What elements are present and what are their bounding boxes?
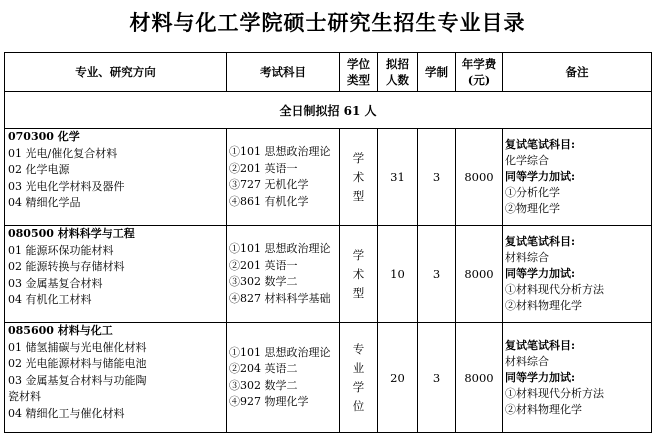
research-direction: 01 能源环保功能材料 — [8, 243, 114, 257]
duration-cell: 3 — [418, 226, 456, 323]
header-fee: 年学费 (元) — [456, 53, 503, 92]
retest-label: 复试笔试科目: — [505, 338, 576, 352]
major-cell — [5, 226, 227, 323]
exam-subject: ③302 数学二 — [229, 275, 298, 288]
retest-subject: 材料综合 — [505, 354, 549, 368]
major-title: 085600 材料与化工 — [8, 324, 113, 337]
research-direction: 03 光电化学材料及器件 — [8, 179, 125, 193]
subjects-cell — [227, 323, 340, 433]
research-direction: 02 化学电源 — [8, 163, 70, 176]
exam-subject: ②201 英语一 — [229, 161, 298, 175]
fee-cell: 8000 — [456, 129, 503, 226]
exam-subject: ④827 材料科学基础 — [229, 291, 331, 305]
extra-exam-subject: ②材料物理化学 — [505, 299, 582, 312]
enrollment-summary: 全日制拟招 61 人 — [5, 92, 652, 129]
research-direction: 04 有机化工材料 — [8, 293, 92, 306]
header-duration: 学制 — [418, 53, 456, 92]
degree-type-cell: 学 术 型 — [340, 129, 378, 226]
header-subjects: 考试科目 — [227, 53, 340, 92]
quota-cell: 31 — [378, 129, 418, 226]
notes-cell — [503, 323, 652, 433]
major-cell — [5, 129, 227, 226]
exam-subject: ①101 思想政治理论 — [229, 345, 331, 359]
notes-cell — [503, 129, 652, 226]
quota-cell: 20 — [378, 323, 418, 433]
major-title: 070300 化学 — [8, 130, 80, 143]
research-direction: 04 精细化学品 — [8, 196, 81, 209]
fee-cell: 8000 — [456, 226, 503, 323]
program-catalog-table — [4, 52, 652, 433]
summary-row — [5, 92, 652, 129]
research-direction: 01 光电/催化复合材料 — [8, 146, 118, 160]
subjects-cell — [227, 129, 340, 226]
research-direction: 03 金属基复合材料与功能陶 — [8, 373, 147, 387]
exam-subject: ②201 英语一 — [229, 258, 298, 272]
exam-subject: ①101 思想政治理论 — [229, 145, 331, 158]
quota-cell: 10 — [378, 226, 418, 323]
extra-exam-subject: ①分析化学 — [505, 186, 560, 199]
header-quota: 拟招 人数 — [378, 53, 418, 92]
table-header-row — [5, 53, 652, 92]
extra-exam-subject: ②材料物理化学 — [505, 402, 582, 416]
header-major: 专业、研究方向 — [5, 53, 227, 92]
research-direction: 02 光电能源材料与储能电池 — [8, 357, 147, 370]
exam-subject: ③302 数学二 — [229, 378, 298, 392]
extra-exam-label: 同等学力加试: — [505, 170, 576, 183]
retest-label: 复试笔试科目: — [505, 138, 576, 151]
extra-exam-subject: ②物理化学 — [505, 202, 560, 215]
exam-subject: ④861 有机化学 — [229, 194, 309, 208]
table-row — [5, 323, 652, 433]
major-cell — [5, 323, 227, 433]
degree-type-cell: 学 术 型 — [340, 226, 378, 323]
extra-exam-subject: ①材料现代分析方法 — [505, 283, 604, 296]
header-degree-type: 学位 类型 — [340, 53, 378, 92]
research-direction: 04 精细化工与催化材料 — [8, 406, 125, 420]
table-row — [5, 226, 652, 323]
notes-cell — [503, 226, 652, 323]
extra-exam-label: 同等学力加试: — [505, 370, 576, 384]
duration-cell: 3 — [418, 323, 456, 433]
duration-cell: 3 — [418, 129, 456, 226]
extra-exam-subject: ①材料现代分析方法 — [505, 386, 604, 400]
degree-type-cell: 专 业 学 位 — [340, 323, 378, 433]
retest-subject: 化学综合 — [505, 154, 549, 167]
research-direction: 01 储氢捕碳与光电催化材料 — [8, 340, 147, 354]
table-row — [5, 129, 652, 226]
major-title: 080500 材料科学与工程 — [8, 227, 135, 240]
exam-subject: ④927 物理化学 — [229, 395, 309, 408]
exam-subject: ②204 英语二 — [229, 362, 298, 375]
fee-cell: 8000 — [456, 323, 503, 433]
research-direction: 02 能源转换与存储材料 — [8, 260, 125, 273]
research-direction: 瓷材料 — [8, 390, 41, 403]
exam-subject: ③727 无机化学 — [229, 178, 309, 191]
subjects-cell — [227, 226, 340, 323]
extra-exam-label: 同等学力加试: — [505, 267, 576, 280]
exam-subject: ①101 思想政治理论 — [229, 242, 331, 255]
page-title: 材料与化工学院硕士研究生招生专业目录 — [129, 10, 526, 35]
header-notes: 备注 — [503, 53, 652, 92]
retest-subject: 材料综合 — [505, 251, 549, 264]
research-direction: 03 金属基复合材料 — [8, 276, 103, 290]
retest-label: 复试笔试科目: — [505, 235, 576, 248]
